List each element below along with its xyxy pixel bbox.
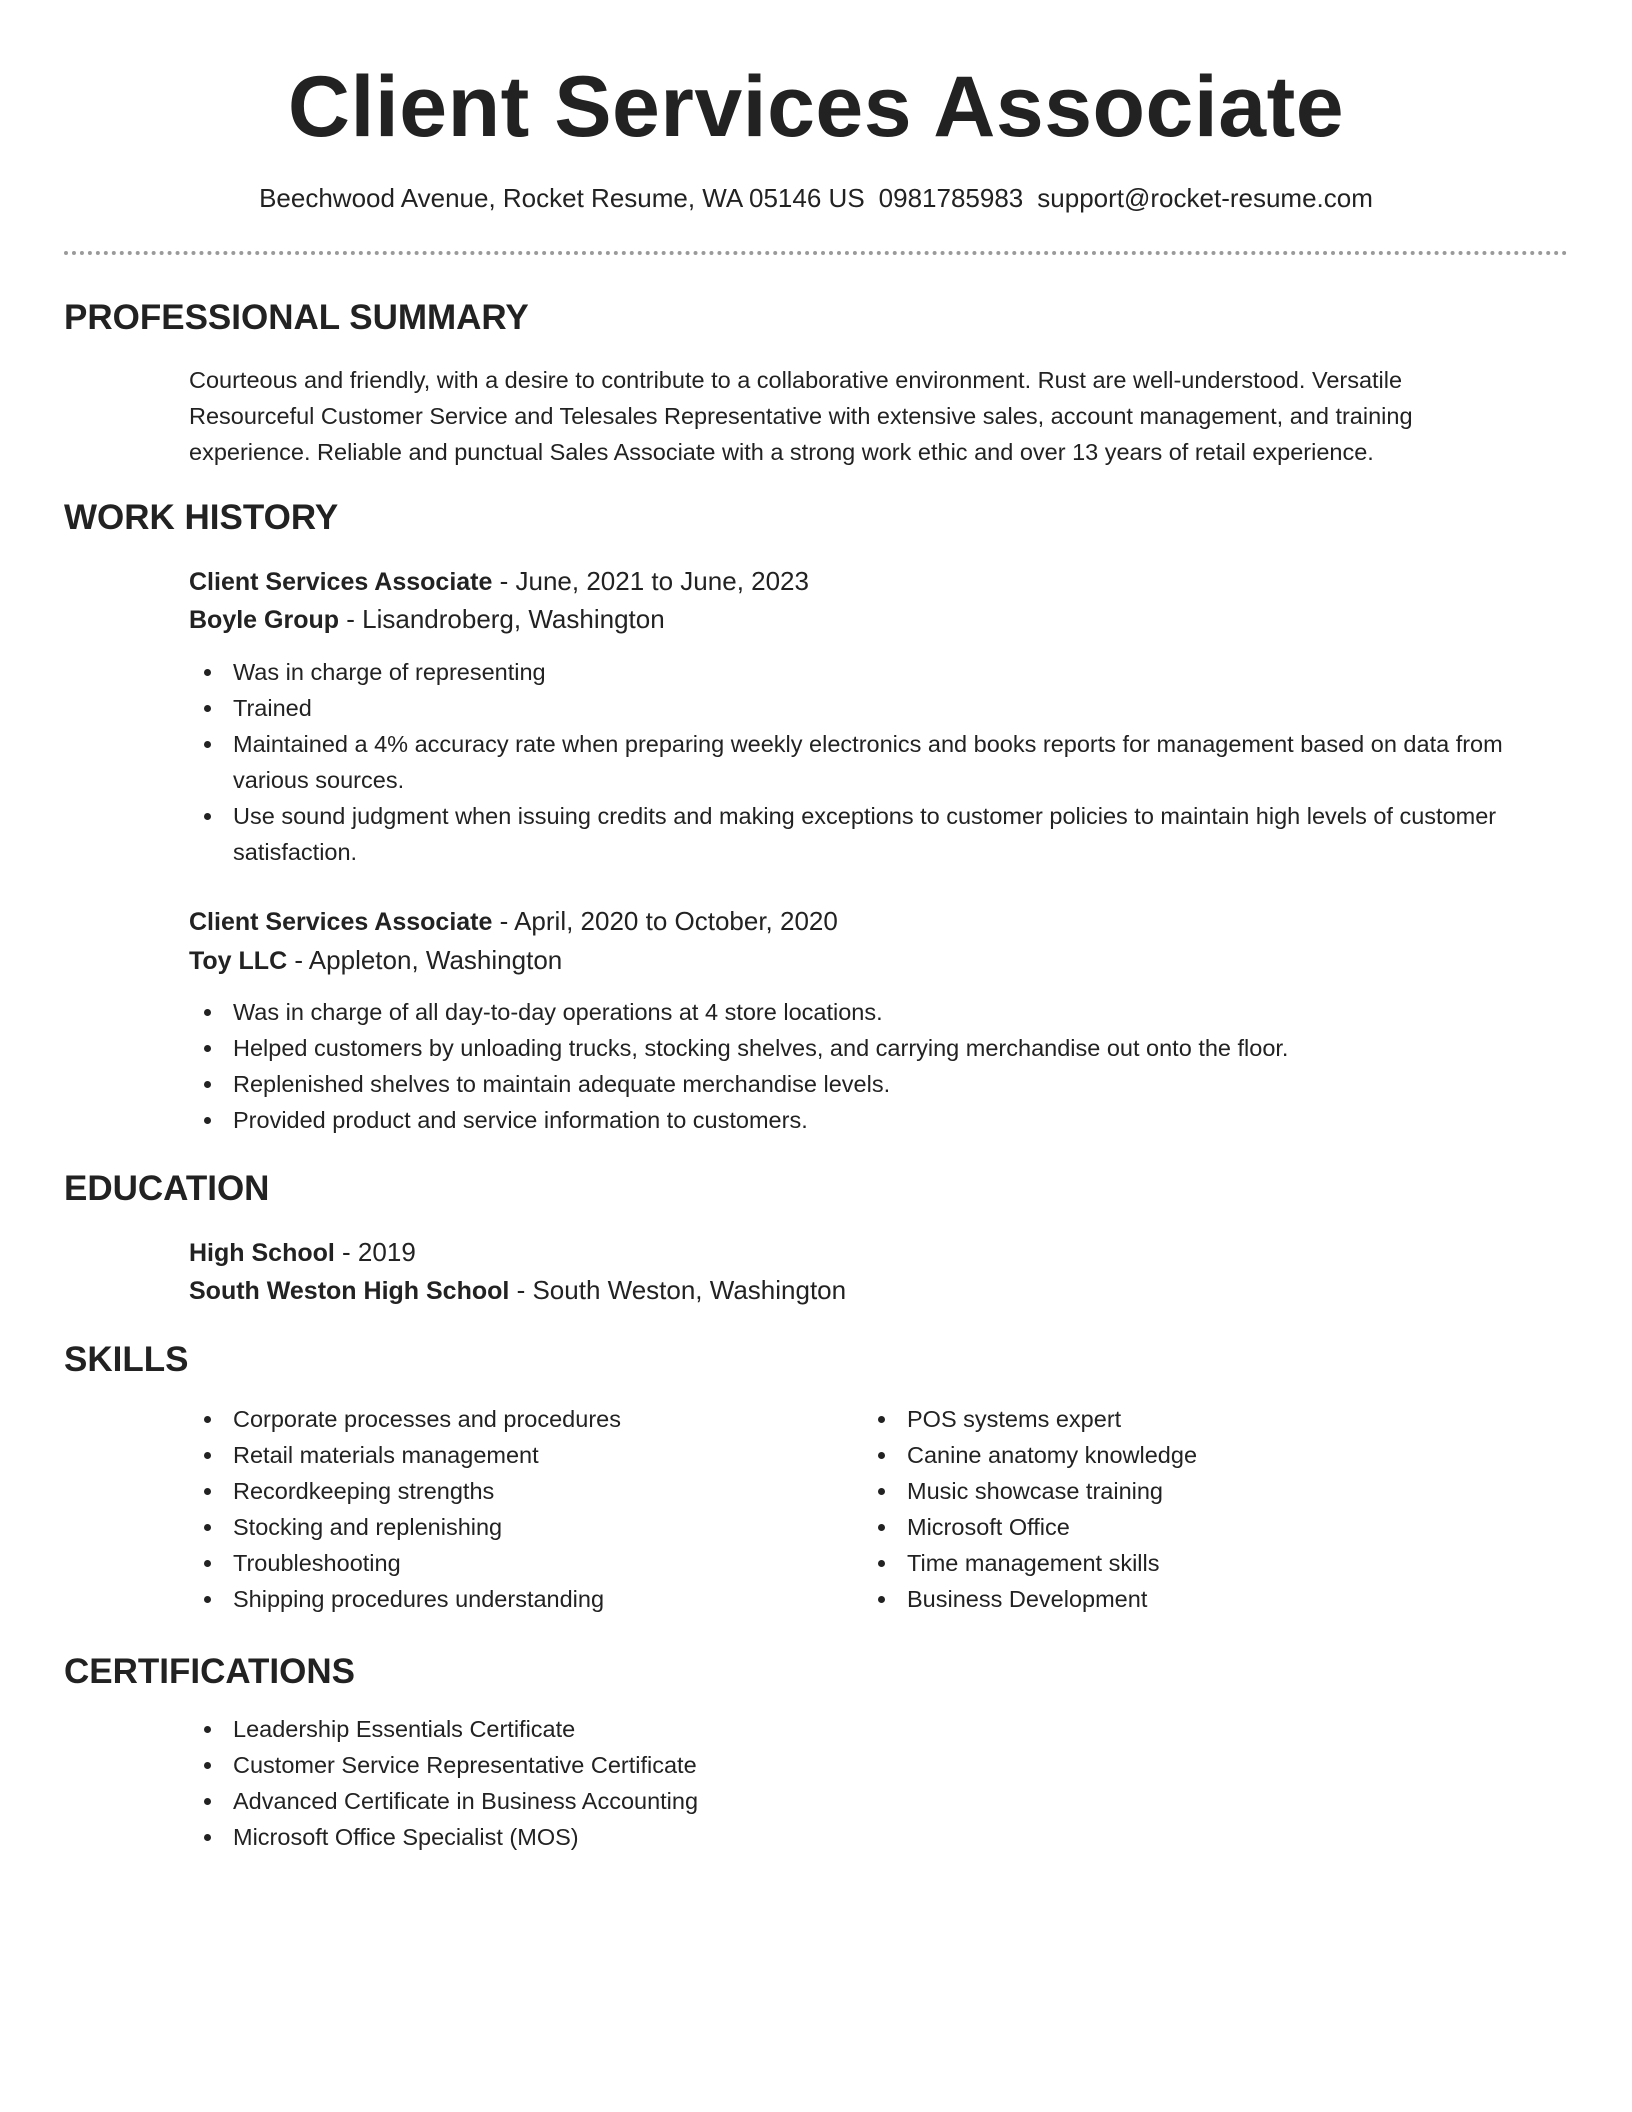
contact-address: Beechwood Avenue, Rocket Resume, WA 05146 US: [259, 183, 865, 213]
job-2-bullets: [189, 994, 1529, 1138]
list-item: Music showcase training: [863, 1473, 1513, 1509]
education-degree: High School: [189, 1239, 335, 1267]
job-2-role: Client Services Associate: [189, 908, 493, 936]
list-item: Customer Service Representative Certificate: [189, 1747, 1529, 1783]
job-1-role: Client Services Associate: [189, 568, 493, 596]
section-title-skills: SKILLS: [64, 1340, 189, 1379]
contact-line: [0, 178, 1632, 218]
list-item: Shipping procedures understanding: [189, 1581, 839, 1617]
skills-list-right: [863, 1401, 1513, 1617]
list-item: Troubleshooting: [189, 1545, 839, 1581]
job-2-dates: - April, 2020 to October, 2020: [492, 906, 838, 936]
job-1-company-line: [189, 600, 665, 639]
job-1-location: - Lisandroberg, Washington: [339, 604, 665, 634]
list-item: Maintained a 4% accuracy rate when preparing weekly electronics and books reports for management based on data from various sources.: [189, 726, 1529, 798]
job-1-title-line: [189, 562, 809, 601]
contact-phone: 0981785983: [878, 183, 1024, 213]
list-item: Replenished shelves to maintain adequate merchandise levels.: [189, 1066, 1529, 1102]
list-item: Use sound judgment when issuing credits and making exceptions to customer policies to maintain high levels of customer satisfaction.: [189, 798, 1529, 870]
header-divider: [64, 251, 1568, 255]
certifications-list: [189, 1711, 1529, 1855]
job-1-dates: - June, 2021 to June, 2023: [492, 566, 809, 596]
job-2-title-line: [189, 902, 838, 941]
list-item: Leadership Essentials Certificate: [189, 1711, 1529, 1747]
list-item: Helped customers by unloading trucks, stocking shelves, and carrying merchandise out onto the floor.: [189, 1030, 1529, 1066]
list-item: Time management skills: [863, 1545, 1513, 1581]
list-item: Corporate processes and procedures: [189, 1401, 839, 1437]
section-title-work-history: WORK HISTORY: [64, 498, 339, 537]
list-item: Advanced Certificate in Business Accounting: [189, 1783, 1529, 1819]
education-school: South Weston High School: [189, 1277, 510, 1305]
list-item: Stocking and replenishing: [189, 1509, 839, 1545]
list-item: Retail materials management: [189, 1437, 839, 1473]
list-item: Was in charge of all day-to-day operations at 4 store locations.: [189, 994, 1529, 1030]
skills-list-left: [189, 1401, 839, 1617]
section-title-education: EDUCATION: [64, 1169, 270, 1208]
education-location: - South Weston, Washington: [509, 1275, 847, 1305]
list-item: Trained: [189, 690, 1529, 726]
section-title-summary: PROFESSIONAL SUMMARY: [64, 298, 529, 337]
contact-email: support@rocket-resume.com: [1037, 183, 1373, 213]
education-school-line: [189, 1271, 846, 1310]
job-1-company: Boyle Group: [189, 606, 340, 634]
list-item: Was in charge of representing: [189, 654, 1529, 690]
candidate-name: Client Services Associate: [287, 59, 1345, 155]
job-2-location: - Appleton, Washington: [287, 945, 563, 975]
job-2-company: Toy LLC: [189, 947, 288, 975]
job-1-bullets: [189, 654, 1529, 870]
list-item: POS systems expert: [863, 1401, 1513, 1437]
list-item: Recordkeeping strengths: [189, 1473, 839, 1509]
section-title-certifications: CERTIFICATIONS: [64, 1652, 356, 1691]
job-2-company-line: [189, 941, 562, 980]
education-year: - 2019: [334, 1237, 416, 1267]
list-item: Microsoft Office Specialist (MOS): [189, 1819, 1529, 1855]
list-item: Business Development: [863, 1581, 1513, 1617]
summary-text: Courteous and friendly, with a desire to contribute to a collaborative environment. Rust are well-understood. Versatile Resourceful Customer Service and Telesales Representative with extensive sales, account management, and training experience. Reliable and punctual Sales Associate with a strong work ethic and over 13 years of retail experience.: [189, 367, 1413, 465]
education-degree-line: [189, 1233, 416, 1272]
list-item: Microsoft Office: [863, 1509, 1513, 1545]
list-item: Canine anatomy knowledge: [863, 1437, 1513, 1473]
list-item: Provided product and service information to customers.: [189, 1102, 1529, 1138]
